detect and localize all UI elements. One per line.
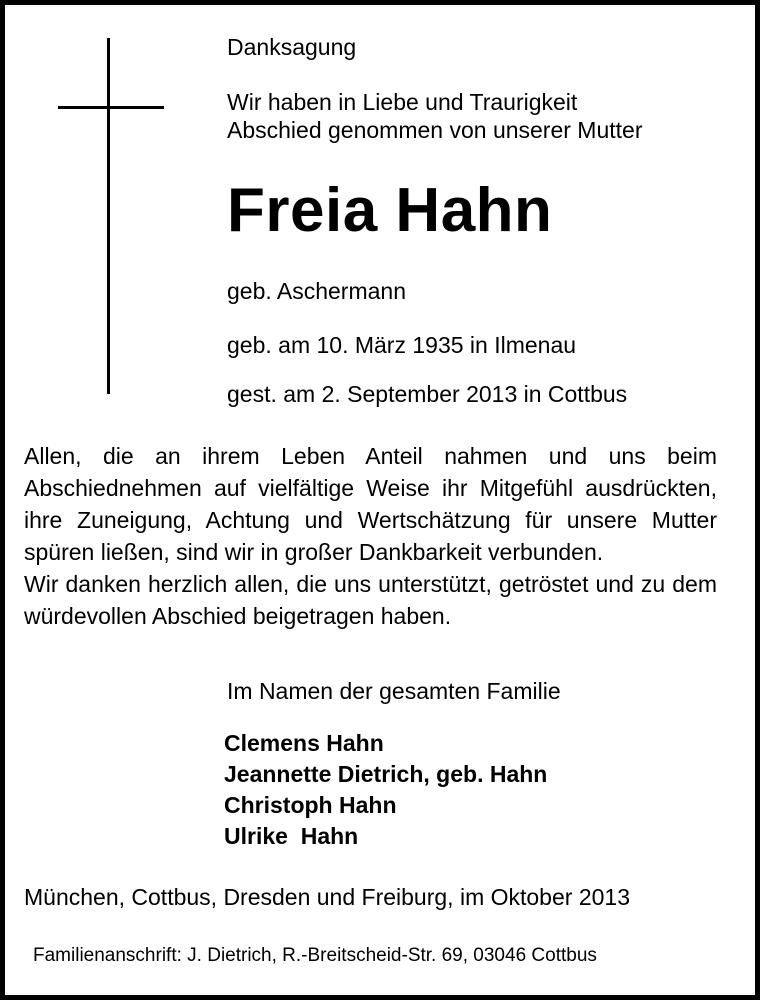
intro-text [227,88,643,144]
signers-list [224,728,547,852]
signer-name: Ulrike Hahn [224,823,359,849]
maiden-name: geb. Aschermann [227,278,407,304]
signer-name: Clemens Hahn [224,730,384,756]
intro-line: Abschied genommen von unserer Mutter [227,117,643,143]
signer-name: Jeannette Dietrich, geb. Hahn [224,761,548,787]
birth-info: geb. am 10. März 1935 in Ilmenau [227,332,577,358]
closing-line: Im Namen der gesamten Familie [227,678,561,704]
gratitude-paragraph: Wir danken herzlich allen, die uns unterstützt, getröstet und zu dem würdevollen Abschied beigetragen haben. [24,571,717,629]
family-address: Familienanschrift: J. Dietrich, R.-Breitscheid-Str. 69, 03046 Cottbus [33,945,597,966]
death-info: gest. am 2. September 2013 in Cottbus [227,381,628,407]
signer-name: Christoph Hahn [224,792,397,818]
gratitude-paragraph: Allen, die an ihrem Leben Anteil nahmen und uns beim Abschiednehmen auf vielfältige Weise ihr Mitgefühl ausdrückten, ihre Zuneigung, Achtung und Wertschätzung für unsere Mutter spüren ließen, sind wir in großer Dankbarkeit verbunden. [24,443,717,565]
cross-vertical-bar [107,38,110,394]
place-date: München, Cottbus, Dresden und Freiburg, im Oktober 2013 [24,884,630,910]
intro-line: Wir haben in Liebe und Traurigkeit [227,89,578,115]
notice-heading: Danksagung [227,34,357,60]
deceased-name: Freia Hahn [227,176,553,245]
gratitude-text [24,440,717,632]
cross-horizontal-bar [58,106,164,109]
